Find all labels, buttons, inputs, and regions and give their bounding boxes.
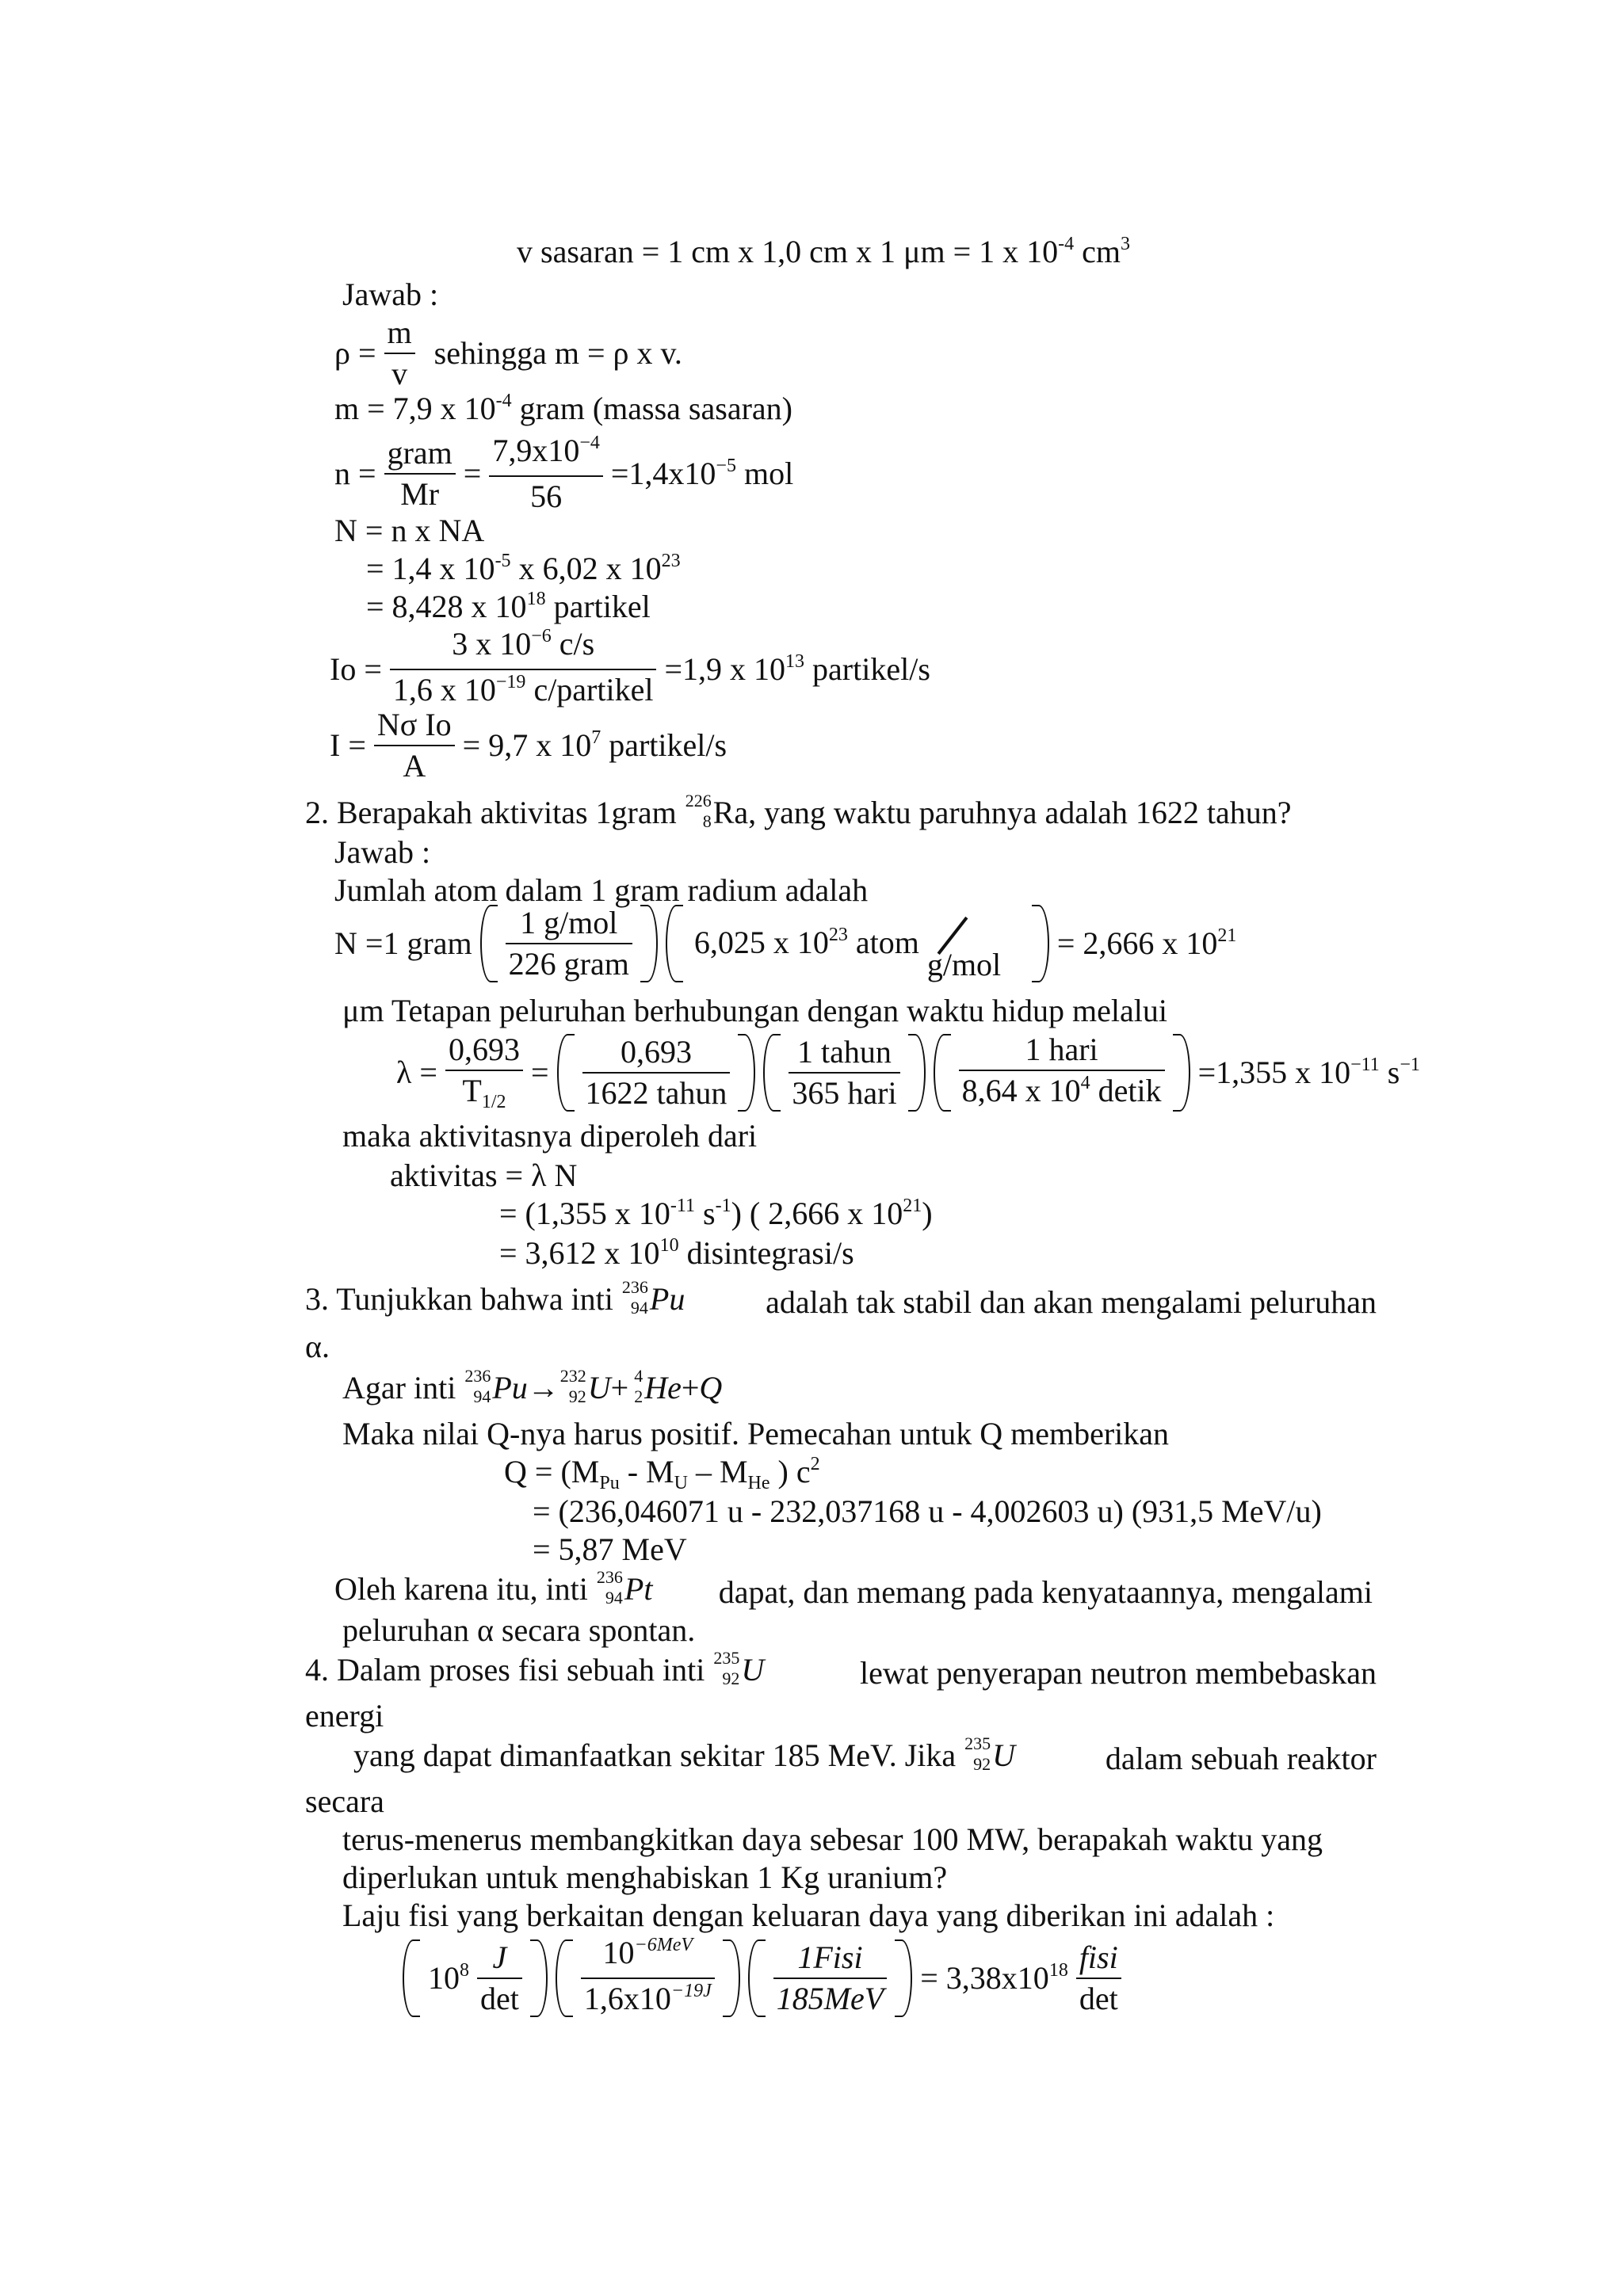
alpha-label: α.: [305, 1329, 330, 1364]
intensity-formula: [330, 705, 727, 786]
lambda-fraction-1: [445, 1030, 523, 1116]
left-paren: [556, 1939, 573, 2017]
fission-rate-value: = 3,38x10: [920, 1960, 1049, 1996]
power-unit-denominator: det: [480, 1981, 519, 2016]
energy-conversion-denominator: [581, 1979, 715, 2023]
left-paren: [403, 1939, 420, 2017]
q4-line-3: terus-menerus membangkitkan daya sebesar 100 MW, berapakah waktu yang: [342, 1821, 1323, 1857]
io-numerator: [390, 624, 657, 670]
radium-result-exp: 21: [1217, 925, 1237, 946]
right-paren: [908, 1034, 926, 1112]
lambda-f2-numerator: 0,693: [582, 1032, 731, 1074]
q-sub-he: He: [747, 1473, 770, 1493]
q-text-d: ) c: [769, 1454, 811, 1489]
particle-count-line-3: [366, 591, 651, 623]
question-2: [305, 789, 1292, 837]
pc3-exp: 18: [526, 589, 546, 609]
decay-reaction: [342, 1364, 722, 1412]
q-sub-pu: Pu: [599, 1473, 620, 1493]
radium-atomic-number: 8: [702, 811, 712, 831]
answer-label-1: Jawab :: [342, 277, 439, 312]
power-unit-numerator: J: [477, 1938, 522, 1979]
q-positive-line: Maka nilai Q-nya harus positif. Pemecahan untuk Q memberikan: [342, 1416, 1170, 1451]
q4-line-4: diperlukan untuk menghabiskan 1 Kg uranium?: [342, 1859, 948, 1895]
mole-result-unit: mol: [735, 456, 794, 491]
density-fraction: [384, 313, 415, 394]
q-result: = 5,87 MeV: [533, 1531, 687, 1567]
q-text-a: Q = (M: [504, 1454, 600, 1489]
io-den-unit: c/partikel: [525, 672, 654, 707]
activity-line-3: [499, 1235, 854, 1271]
radium-n-lhs: N =1 gram: [334, 925, 472, 961]
power-unit-fraction: [477, 1938, 522, 2019]
radium-f1-numerator: 1 g/mol: [506, 903, 632, 944]
conclusion-nuclide-a: 236: [596, 1567, 623, 1587]
conclusion-line: [334, 1566, 1373, 1613]
radium-atoms-result: [1057, 925, 1237, 961]
right-paren: [1173, 1034, 1190, 1112]
intensity-result-exp: 7: [591, 727, 601, 748]
act2-exp-2: -1: [715, 1196, 731, 1216]
conclusion-nuclide-symbol: Pt: [624, 1571, 653, 1607]
mole-f2-num-text: 7,9x10: [492, 433, 580, 468]
plutonium-nuclide: [621, 1276, 650, 1323]
q3-text-b: adalah tak stabil dan akan mengalami peluruhan: [766, 1284, 1377, 1320]
question-4: [305, 1646, 1377, 1694]
mole-lhs: n =: [334, 456, 376, 491]
io-fraction: [390, 624, 657, 715]
mass-exponent: -4: [495, 391, 512, 411]
q-sub-u: U: [674, 1473, 688, 1493]
act3-text-a: = 3,612 x 10: [499, 1235, 660, 1271]
q-calculation: = (236,046071 u - 232,037168 u - 4,002603 u) (931,5 MeV/u): [533, 1493, 1322, 1529]
q-exp: 2: [810, 1454, 820, 1474]
answer-label-2: Jawab :: [334, 834, 431, 870]
fission-rate-unit-denominator: det: [1079, 1981, 1118, 2016]
fission-rate-formula: [403, 1933, 1121, 2023]
act2-text-b: s: [695, 1196, 716, 1231]
q2-text-a: 2. Berapakah aktivitas 1gram: [305, 795, 677, 830]
io-num-text: 3 x 10: [452, 626, 532, 662]
mole-f1-numerator: gram: [384, 433, 456, 475]
uranium-z: 92: [722, 1669, 740, 1688]
uranium-a: 235: [713, 1648, 740, 1668]
activity-intro: maka aktivitasnya diperoleh dari: [342, 1118, 758, 1154]
act2-text-a: = (1,355 x 10: [499, 1196, 670, 1231]
intensity-result-unit: partikel/s: [601, 727, 727, 763]
pc3-text-b: partikel: [545, 589, 651, 624]
q4-l2-text-b: dalam sebuah reaktor: [1105, 1741, 1377, 1776]
uranium-symbol: U: [741, 1652, 765, 1688]
reactant-pu: Pu: [492, 1370, 528, 1405]
intensity-lhs: I =: [330, 727, 366, 763]
lambda-result: [1198, 1055, 1420, 1090]
fission-rate-unit: [1076, 1938, 1121, 2019]
lambda-result-unit: s: [1379, 1055, 1400, 1090]
conclusion-nuclide-z: 94: [605, 1588, 623, 1608]
mole-f2-denominator: 56: [530, 479, 563, 514]
ec-num-text: 10: [602, 1935, 635, 1970]
q4-l2-text-a: yang dapat dimanfaatkan sekitar 185 MeV. Jika: [353, 1737, 957, 1773]
avogadro-unit-bottom: g/mol: [926, 947, 1002, 982]
right-paren: [738, 1034, 755, 1112]
avogadro-text: 6,025 x 10: [693, 925, 829, 960]
lambda-result-exp: −11: [1350, 1055, 1380, 1075]
lambda-fraction-3: [789, 1032, 899, 1113]
mass-unit: gram (massa sasaran): [511, 391, 792, 426]
radium-nuclide: [685, 789, 713, 837]
right-paren: [530, 1939, 548, 2017]
lambda-result-text: =1,355 x 10: [1197, 1055, 1351, 1090]
right-paren: [1032, 905, 1049, 982]
power-exp: 8: [460, 1960, 469, 1981]
density-numerator: m: [384, 313, 415, 354]
decay-constant-intro: μm Tetapan peluruhan berhubungan dengan waktu hidup melalui: [342, 993, 1167, 1028]
act2-exp-3: 21: [903, 1196, 922, 1216]
plus-sign: +: [681, 1370, 700, 1405]
lambda-f1-denominator: [445, 1071, 523, 1116]
fission-energy-fraction: [773, 1938, 888, 2019]
mole-result-exp: −5: [716, 456, 736, 476]
io-num-unit: c/s: [551, 626, 595, 662]
mole-f1-denominator: Mr: [400, 476, 440, 512]
io-lhs: Io =: [330, 651, 382, 687]
plus-sign: +: [610, 1370, 629, 1405]
q2-text-b: , yang waktu paruhnya adalah 1622 tahun?: [748, 795, 1292, 830]
q4-text-a: 4. Dalam proses fisi sebuah inti: [305, 1652, 705, 1688]
power-base: 10: [428, 1960, 460, 1996]
fission-energy-denominator: 185MeV: [776, 1981, 884, 2016]
avogadro-term: [691, 906, 1024, 981]
beam-current-formula: [330, 624, 930, 715]
reactant-pu-z: 94: [473, 1386, 491, 1406]
q3-text-a: 3. Tunjukkan bahwa inti: [305, 1281, 613, 1317]
lambda-result-unit-exp: −1: [1400, 1055, 1420, 1075]
volume-unit: cm: [1074, 234, 1121, 269]
product-u: U: [587, 1370, 611, 1405]
intensity-fraction: [374, 705, 455, 786]
lambda-f4-den-unit: detik: [1090, 1073, 1162, 1108]
act2-text-d: ): [922, 1196, 933, 1231]
activity-line-2: [499, 1198, 933, 1230]
q4-line-2: [353, 1732, 1377, 1779]
product-u-nuclide: [559, 1364, 588, 1412]
reactant-pu-nuclide: [464, 1364, 492, 1412]
uranium-nuclide: [712, 1646, 741, 1694]
uranium2-a: 235: [964, 1733, 991, 1753]
pc2-exp-1: -5: [495, 551, 511, 571]
radium-result-text: = 2,666 x 10: [1056, 925, 1218, 961]
spontaneous-decay-line: peluruhan α secara spontan.: [342, 1612, 696, 1648]
product-he-a: 4: [634, 1366, 643, 1386]
mole-f2-num-exp: −4: [579, 433, 600, 453]
q-text-b: - M: [619, 1454, 674, 1489]
pc2-text-b: x 6,02 x 10: [510, 551, 662, 586]
intensity-numerator: Nσ Io: [374, 705, 455, 746]
mole-result-text: =1,4x10: [610, 456, 716, 491]
mole-fraction-2: [489, 431, 603, 517]
ec-num-exp: −6MeV: [634, 1935, 693, 1955]
uranium-nuclide-2: [964, 1732, 992, 1779]
half-life-symbol: T: [462, 1073, 482, 1108]
io-result-text: =1,9 x 10: [664, 651, 786, 687]
lambda-lhs: λ =: [396, 1055, 437, 1090]
pu-atomic-number: 94: [630, 1298, 648, 1318]
lambda-f2-denominator: 1622 tahun: [585, 1075, 727, 1111]
mole-equals: =: [463, 456, 482, 491]
radium-atoms-formula: [334, 903, 1236, 984]
question-3: [305, 1276, 1377, 1323]
conclusion-text-a: Oleh karena itu, inti: [334, 1571, 588, 1607]
pc2-text-a: = 1,4 x 10: [366, 551, 495, 586]
q4-text-b: lewat penyerapan neutron membebaskan: [860, 1655, 1377, 1691]
intensity-result-text: = 9,7 x 10: [462, 727, 592, 763]
io-den-text: 1,6 x 10: [392, 672, 496, 707]
activity-formula: aktivitas = λ N: [390, 1158, 578, 1193]
act2-text-c: ) ( 2,666 x 10: [731, 1196, 903, 1231]
energy-conversion-fraction: [581, 1933, 715, 2023]
radium-mass-number: 226: [685, 791, 712, 810]
volume-text: v sasaran = 1 cm x 1,0 cm x 1 μm = 1 x 10: [517, 234, 1059, 269]
right-paren: [895, 1939, 912, 2017]
q4-energi: energi: [305, 1698, 384, 1733]
conclusion-nuclide: [596, 1566, 624, 1613]
act3-exp: 10: [659, 1235, 679, 1256]
left-paren: [763, 1034, 781, 1112]
particle-count-line-2: [366, 553, 681, 585]
radium-atoms-line: Jumlah atom dalam 1 gram radium adalah: [334, 872, 869, 908]
particle-count-line-1: N = n x NA: [334, 513, 485, 548]
q4-line-5: Laju fisi yang berkaitan dengan keluaran daya yang diberikan ini adalah :: [342, 1897, 1275, 1933]
lambda-f4-den-exp: 4: [1080, 1073, 1090, 1093]
io-den-exp: −19: [495, 672, 526, 692]
right-paren: [640, 905, 658, 982]
conclusion-text-b: dapat, dan memang pada kenyataannya, mengalami: [718, 1574, 1373, 1610]
mole-formula: [334, 431, 793, 517]
io-num-exp: −6: [531, 626, 552, 646]
uranium2-z: 92: [973, 1754, 991, 1774]
product-he-z: 2: [634, 1386, 643, 1406]
lambda-fraction-4: [959, 1030, 1165, 1116]
io-result: [664, 651, 930, 687]
fission-rate-unit-numerator: fisi: [1076, 1938, 1121, 1979]
ec-den-exp: −19J: [670, 1981, 712, 2001]
q-text-c: – M: [687, 1454, 748, 1489]
avogadro-exp: 23: [828, 925, 848, 945]
mass-text: m = 7,9 x 10: [334, 391, 496, 426]
right-paren: [723, 1939, 740, 2017]
product-he: He: [644, 1370, 682, 1405]
mole-fraction-1: [384, 433, 456, 514]
reactant-pu-a: 236: [464, 1366, 491, 1386]
lambda-f4-den-text: 8,64 x 10: [961, 1073, 1081, 1108]
fission-energy-numerator: 1Fisi: [773, 1938, 888, 1979]
intensity-result: [463, 727, 727, 763]
product-u-z: 92: [568, 1386, 586, 1406]
decay-constant-formula: [396, 1030, 1420, 1116]
lambda-f4-numerator: 1 hari: [959, 1030, 1165, 1071]
pu-symbol: Pu: [649, 1281, 685, 1317]
uranium2-symbol: U: [992, 1737, 1016, 1773]
act3-text-b: disintegrasi/s: [678, 1235, 854, 1271]
io-result-exp: 13: [785, 651, 805, 672]
lambda-f3-denominator: 365 hari: [792, 1075, 897, 1111]
half-life-subscript: 1/2: [481, 1092, 506, 1112]
density-text: sehingga m = ρ x v.: [433, 335, 682, 371]
density-denominator: v: [391, 356, 408, 391]
ec-den-text: 1,6x10: [583, 1981, 671, 2016]
density-formula: [334, 313, 682, 394]
q-formula: [504, 1454, 820, 1493]
lambda-f3-numerator: 1 tahun: [789, 1032, 899, 1074]
left-paren: [748, 1939, 766, 2017]
q-value-symbol: Q: [699, 1370, 723, 1405]
fission-rate-result: [920, 1960, 1068, 1996]
lambda-f4-denominator: [959, 1071, 1165, 1116]
pc3-text-a: = 8,428 x 10: [366, 589, 527, 624]
product-he-nuclide: [628, 1364, 644, 1412]
fission-rate-exp: 18: [1048, 1960, 1068, 1981]
act2-exp-1: -11: [670, 1196, 695, 1216]
pc2-exp-2: 23: [661, 551, 681, 571]
reaction-intro: Agar inti: [342, 1370, 456, 1405]
power-term: [428, 1960, 469, 1996]
left-paren: [557, 1034, 575, 1112]
radium-f1-denominator: 226 gram: [508, 946, 629, 982]
avogadro-unit-top: atom: [847, 925, 919, 960]
io-result-unit: partikel/s: [804, 651, 930, 687]
left-paren: [666, 905, 683, 982]
lambda-equals: =: [530, 1055, 549, 1090]
intensity-denominator: A: [403, 748, 426, 784]
left-paren: [934, 1034, 951, 1112]
left-paren: [480, 905, 498, 982]
product-u-a: 232: [559, 1366, 586, 1386]
volume-exponent: -4: [1058, 234, 1075, 254]
density-symbol: ρ =: [334, 335, 376, 371]
q4-secara: secara: [305, 1783, 384, 1819]
reaction-arrow: →: [527, 1370, 559, 1405]
target-mass-line: [334, 393, 792, 425]
radium-molar-fraction: [506, 903, 632, 984]
mole-result: [611, 456, 793, 491]
energy-conversion-numerator: [581, 1933, 715, 1979]
lambda-f1-numerator: 0,693: [445, 1030, 523, 1071]
avogadro-value: [694, 927, 919, 959]
target-volume-line: [517, 236, 1130, 268]
radium-symbol: Ra: [712, 795, 749, 830]
lambda-fraction-2: [582, 1032, 731, 1113]
pu-mass-number: 236: [621, 1277, 648, 1297]
volume-unit-exponent: 3: [1121, 234, 1130, 254]
mole-f2-numerator: [489, 431, 603, 477]
